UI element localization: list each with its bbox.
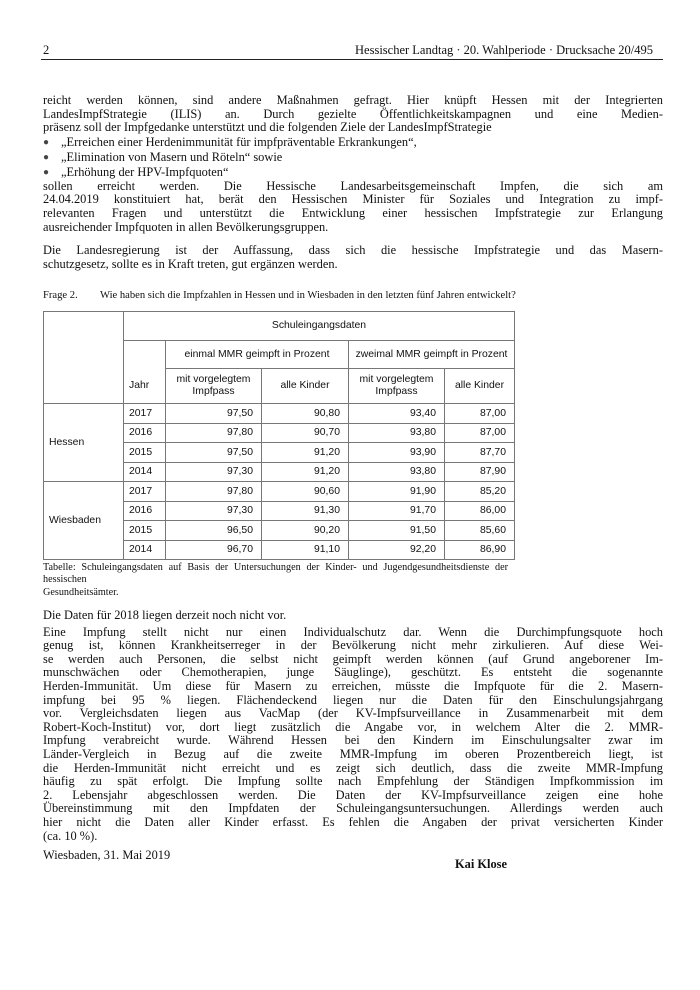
text-line: vor. Vergleichsdaten liegen aus VacMap (der KV-Impfsurveillance in Zusammenarbeit mit dem: [43, 706, 663, 721]
text-line: Herden-Immunität. Um diese für Masern zu erreichen, müsste die Impfquote für die 2. Masern-: [43, 678, 663, 693]
table-row: 2014 96,70 91,10 92,20 86,90: [44, 540, 515, 560]
paragraph-ilis: [43, 94, 663, 135]
list-item: ● „Erreichen einer Herdenimmunität für impfpräventable Erkrankungen“,: [43, 134, 417, 149]
text-line: präsenz soll der Impfgedanke unterstützt und die folgenden Ziele der LandesImpfStrategie: [43, 120, 492, 135]
list-item: ● „Elimination von Masern und Röteln“ sowie: [43, 149, 283, 164]
text-line: ausreichender Impfquoten in allen Bevölkerungsgruppen.: [43, 219, 329, 234]
text-line: sollen erreicht werden. Die Hessische Landesarbeitsgemeinschaft Impfen, die sich am: [43, 178, 663, 193]
paragraph-herd-immunity: [43, 626, 663, 844]
goals-list: [43, 135, 663, 180]
table-row: 2015 97,50 91,20 93,90 87,70: [44, 443, 515, 463]
header-title: Hessischer Landtag · 20. Wahlperiode · Drucksache 20/495: [355, 43, 653, 57]
table-row: Wiesbaden 2017 97,80 90,60 91,90 85,20: [44, 482, 515, 502]
text-line: hier nicht die Daten aller Kinder erfasst. Es fehlen die Angaben der privat versicherten Kinder: [43, 814, 663, 829]
region-label: Hessen: [44, 404, 124, 482]
text-line: munschwächen oder Chemotherapien, junge Säuglinge), geschützt. Es entsteht die sogenannte: [43, 665, 663, 680]
table-corner: [44, 312, 124, 341]
table-row: 2016 97,30 91,30 91,70 86,00: [44, 501, 515, 521]
table-row: 2016 97,80 90,70 93,80 87,00: [44, 423, 515, 443]
text-line: reicht werden können, sind andere Maßnahmen gefragt. Hier knüpft Hessen mit der Integrierten: [43, 93, 663, 107]
column-header-all: alle Kinder: [445, 369, 515, 404]
text-line: Impfung verabreicht wurde. Während Hessen bei den Kindern im Einschulungsalter zwar im: [43, 733, 663, 748]
bullet-icon: ●: [43, 136, 50, 148]
text-line: Eine Impfung stellt nicht nur einen Individualschutz dar. Wenn die Durchimpfungsquote hoch: [43, 624, 663, 639]
text-line: Die Landesregierung ist der Auffassung, dass sich die hessische Impfstrategie und das Masern-: [43, 243, 663, 258]
table-row: 2014 97,30 91,20 93,80 87,90: [44, 462, 515, 482]
text-line: Länder-Vergleich in Bezug auf die zweite MMR-Impfung im oberen Prozentbereich liegt, ist: [43, 746, 663, 761]
table-caption: [43, 562, 508, 599]
question-text: Wie haben sich die Impfzahlen in Hessen und in Wiesbaden in den letzten fünf Jahren entwickelt?: [100, 290, 516, 301]
group-header-twice: zweimal MMR geimpft in Prozent: [349, 341, 515, 369]
column-header-year: Jahr: [124, 369, 166, 404]
page-number: 2: [43, 43, 50, 57]
paragraph-lag-impfen: [43, 180, 663, 234]
text-line: impfung bei 95 % liegen. Flächendeckend liegen nur die Daten für den Einschulungsjahrgang: [43, 692, 663, 707]
table-row: Hessen 2017 97,50 90,80 93,40 87,00: [44, 404, 515, 424]
text-line: LandesImpfStrategie (ILIS) an. Durch gezielte Öffentlichkeitskampagnen und eine Medien-: [43, 106, 663, 121]
signatory-name: Kai Klose: [455, 857, 507, 871]
text-line: Robert-Koch-Institut) vor, dort liegt zusätzlich die Angabe vor, in welchem Alter die 2. MMR-: [43, 719, 663, 734]
text-line: häufig zu spät erfolgt. Die Impfung sollte nach Empfehlung der Ständigen Impfkommission im: [43, 774, 663, 789]
question-label: Frage 2.: [43, 290, 78, 301]
group-header-once: einmal MMR geimpft in Prozent: [166, 341, 349, 369]
text-line: Übereinstimmung mit den Impfdaten der Schuleingangsuntersuchungen. Allerdings werden auch: [43, 801, 663, 816]
text-line: (ca. 10 %).: [43, 828, 98, 843]
paragraph-landesregierung: [43, 244, 663, 271]
text-line: 2. Lebensjahr abgeschlossen werden. Die Daten der KV-Impfsurveillance zeigen eine hohe: [43, 787, 663, 802]
region-label: Wiesbaden: [44, 482, 124, 560]
bullet-icon: ●: [43, 151, 50, 163]
text-line: schutzgesetz, sollte es in Kraft treten, gut ergänzen werden.: [43, 256, 338, 271]
place-date: Wiesbaden, 31. Mai 2019: [43, 848, 171, 862]
text-line: relevanten Fragen und unterstützt die Entwicklung einer hessischen Impfstrategie zur Erlangung: [43, 205, 663, 220]
paragraph-data-2018: [43, 609, 663, 623]
column-header-with-pass: mit vorgelegtem Impfpass: [349, 369, 445, 404]
table-title: Schuleingangsdaten: [124, 312, 515, 341]
answer-section: [43, 609, 663, 843]
text-line: Gesundheitsämter.: [43, 586, 119, 598]
page-header: [41, 43, 663, 60]
column-header-all: alle Kinder: [262, 369, 349, 404]
text-line: Tabelle: Schuleingangsdaten auf Basis der Untersuchungen der Kinder- und Jugendgesundheitsdienste der hessischen: [43, 562, 508, 586]
text-line: Die Daten für 2018 liegen derzeit noch nicht vor.: [43, 608, 287, 622]
text-line: die Herden-Immunität nicht erreicht und es zeigt sich deutlich, dass die zweite MMR-Impfung: [43, 760, 663, 775]
text-line: se werden auch Personen, die selbst nicht geimpft werden können (auf Grund angeborener Im-: [43, 651, 663, 666]
bullet-icon: ●: [43, 166, 50, 178]
intro-section: [43, 94, 663, 271]
text-line: genug ist, können Krankheitserreger in der Bevölkerung nicht mehr zirkulieren. Auf diese Wei-: [43, 638, 663, 653]
vaccination-table: [43, 311, 515, 560]
table-row: 2015 96,50 90,20 91,50 85,60: [44, 521, 515, 541]
column-header-with-pass: mit vorgelegtem Impfpass: [166, 369, 262, 404]
text-line: 24.04.2019 konstituiert hat, berät den Hessischen Minister für Soziales und Integration zu impf-: [43, 192, 663, 207]
list-item: ● „Erhöhung der HPV-Impfquoten“: [43, 164, 229, 179]
